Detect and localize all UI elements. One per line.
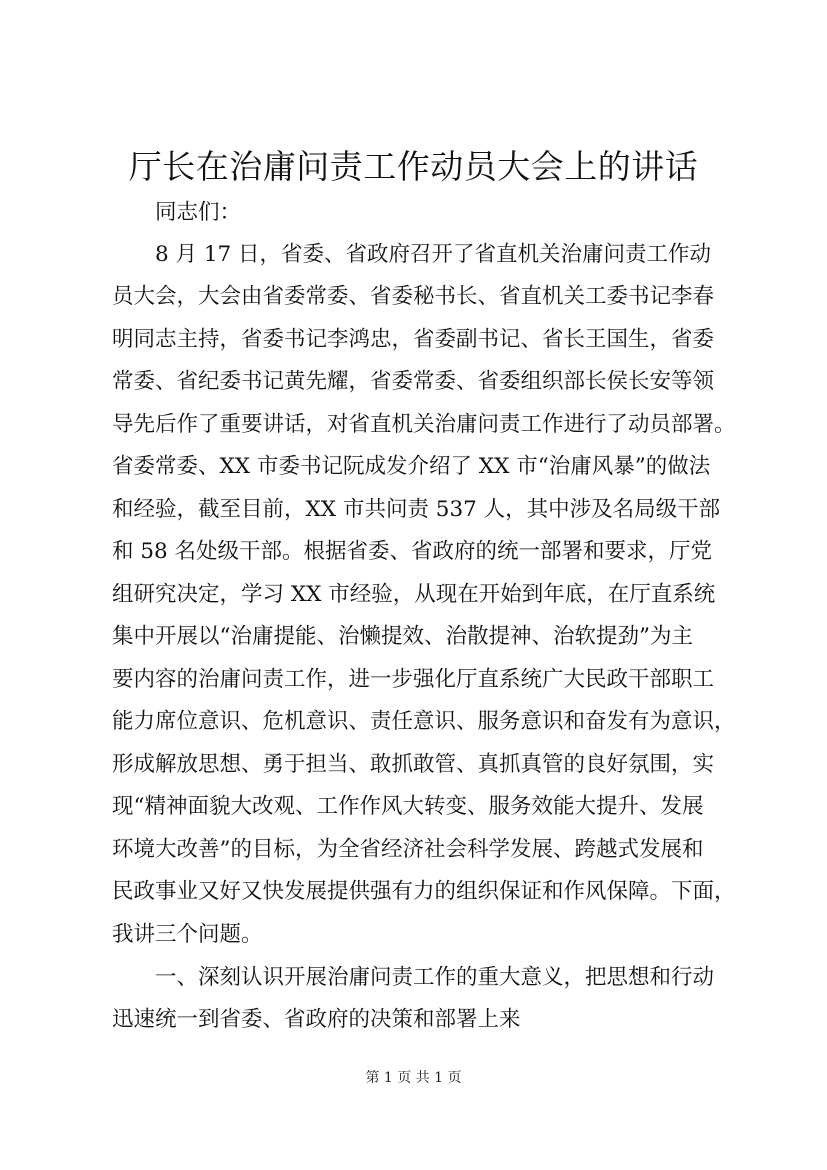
page-footer: 第 1 页 共 1 页 bbox=[365, 1070, 462, 1086]
body-line: 常委、省纪委书记黄先耀，省委常委、省委组织部长侯长安等领 bbox=[112, 369, 715, 394]
body-line: 省委常委、XX 市委书记阮成发介绍了 XX 市“治庸风暴”的做法 bbox=[112, 454, 711, 479]
body-line: 环境大改善”的目标，为全省经济社会科学发展、跨越式发展和 bbox=[112, 837, 704, 862]
body-line: 我讲三个问题。 bbox=[112, 922, 263, 947]
document-title: 厅长在治庸问责工作动员大会上的讲话 bbox=[128, 147, 699, 186]
body-line: 集中开展以“治庸提能、治懒提效、治散提神、治软提劲”为主 bbox=[112, 624, 693, 649]
body-line: 能力席位意识、危机意识、责任意识、服务意识和奋发有为意识， bbox=[112, 709, 736, 734]
body-line: 形成解放思想、勇于担当、敢抓敢管、真抓真管的良好氛围，实 bbox=[112, 752, 715, 777]
section-heading: 迅速统一到省委、省政府的决策和部署上来 bbox=[112, 1007, 521, 1032]
section-heading: 一、深刻认识开展治庸问责工作的重大意义，把思想和行动 bbox=[155, 965, 715, 990]
body-line: 要内容的治庸问责工作，进一步强化厅直系统广大民政干部职工 bbox=[112, 667, 715, 692]
body-line: 民政事业又好又快发展提供强有力的组织保证和作风保障。下面， bbox=[112, 879, 736, 904]
body-line: 员大会，大会由省委常委、省委秘书长、省直机关工委书记李春 bbox=[112, 284, 715, 309]
body-line: 导先后作了重要讲话，对省直机关治庸问责工作进行了动员部署。 bbox=[112, 412, 736, 437]
body-line: 8 月 17 日，省委、省政府召开了省直机关治庸问责工作动 bbox=[155, 242, 712, 267]
body-line: 和经验，截至目前，XX 市共问责 537 人，其中涉及名局级干部 bbox=[112, 497, 721, 522]
body-line: 现“精神面貌大改观、工作作风大转变、服务效能大提升、发展 bbox=[112, 794, 704, 819]
body-line: 组研究决定，学习 XX 市经验，从现在开始到年底，在厅直系统 bbox=[112, 582, 716, 607]
salutation: 同志们： bbox=[155, 200, 242, 225]
body-line: 和 58 名处级干部。根据省委、省政府的统一部署和要求，厅党 bbox=[112, 539, 713, 564]
body-line: 明同志主持，省委书记李鸿忠，省委副书记、省长王国生，省委 bbox=[112, 327, 715, 352]
